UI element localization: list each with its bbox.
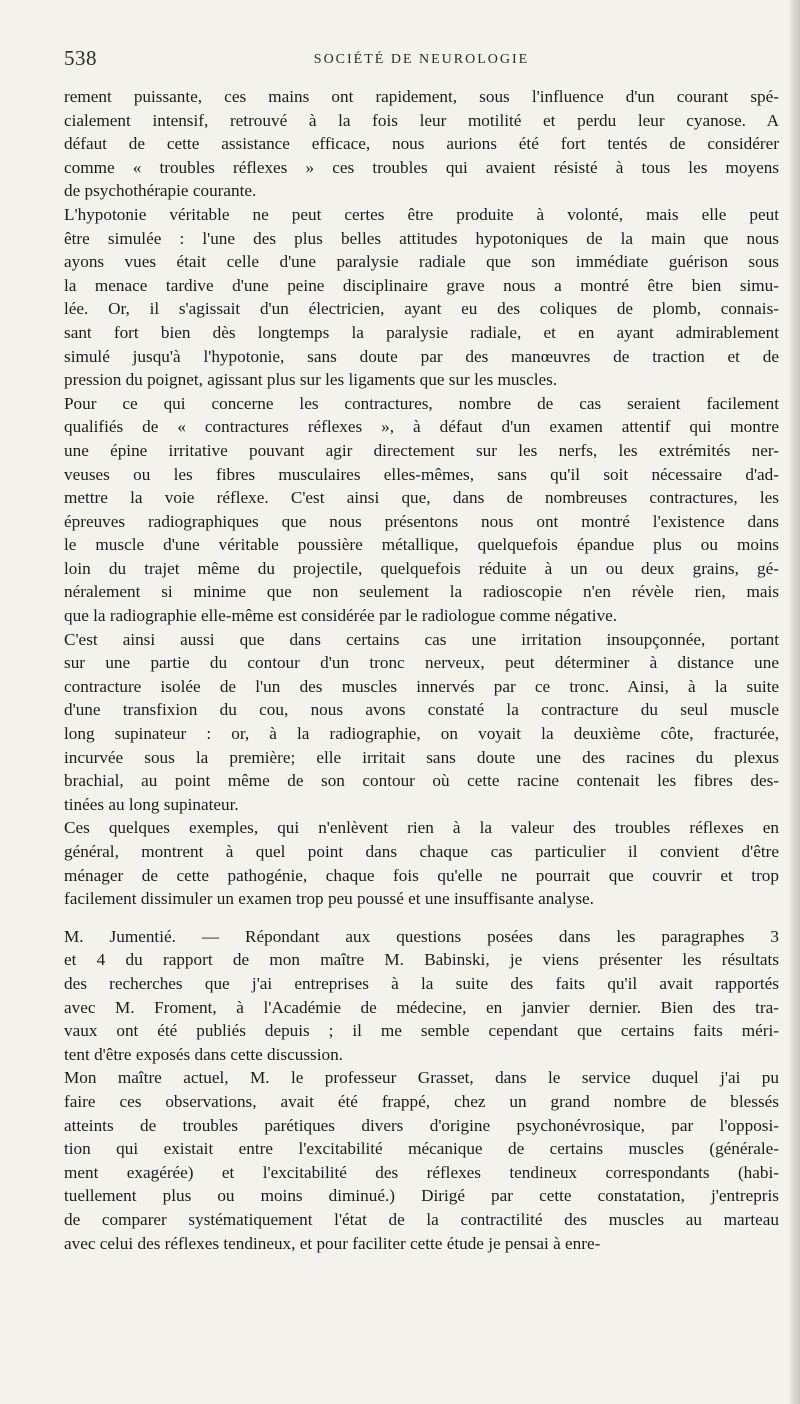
text-line: des recherches que j'ai entreprises à la suite des faits qu'il avait rapportés: [64, 973, 779, 993]
text-line: contracture isolée de l'un des muscles innervés par ce tronc. Ainsi, à la suite: [64, 676, 779, 696]
text-line: de psychothérapie courante.: [64, 181, 257, 201]
text-line: comme « troubles réflexes » ces troubles qui avaient résisté à tous les moyens: [64, 157, 779, 177]
text-line: vaux ont été publiés depuis ; il me semble cependant que certains faits méri-: [64, 1021, 779, 1041]
text-line: rement puissante, ces mains ont rapidement, sous l'influence d'un courant spé-: [64, 87, 779, 106]
section-gap: [64, 911, 779, 925]
text-line: épreuves radiographiques que nous présentons nous ont montré l'existence dans: [64, 511, 779, 531]
body-text: [64, 85, 779, 1255]
text-line: Mon maître actuel, M. le professeur Grasset, dans le service duquel j'ai pu: [64, 1068, 779, 1088]
text-line: mettre la voie réflexe. C'est ainsi que, dans de nombreuses contractures, les: [64, 488, 779, 508]
text-line: tinées au long supinateur.: [64, 794, 239, 814]
text-line: ayons vues était celle d'une paralysie radiale que son immédiate guérison sous: [64, 252, 779, 272]
text-line: long supinateur : or, à la radiographie, on voyait la deuxième côte, fracturée,: [64, 724, 779, 744]
text-line: L'hypotonie véritable ne peut certes être produite à volonté, mais elle peut: [64, 204, 779, 224]
text-line: d'une transfixion du cou, nous avons constaté la contracture du seul muscle: [64, 700, 779, 720]
text-line: avec celui des réflexes tendineux, et pour faciliter cette étude je pensai à enre-: [64, 1233, 601, 1253]
text-line: défaut de cette assistance efficace, nous aurions été fort tentés de considérer: [64, 134, 779, 154]
text-line: tion qui existait entre l'excitabilité mécanique de certains muscles (générale-: [64, 1139, 779, 1159]
text-line: tent d'être exposés dans cette discussion.: [64, 1044, 343, 1064]
text-line: avec M. Froment, à l'Académie de médecine, en janvier dernier. Bien des tra-: [64, 997, 779, 1017]
text-line: sant fort bien dès longtemps la paralysie radiale, et en ayant admirablement: [64, 322, 779, 342]
text-line: cialement intensif, retrouvé à la fois leur motilité et perdu leur cyanose. A: [64, 110, 779, 130]
text-line: veuses ou les fibres musculaires elles-mêmes, sans qu'il soit nécessaire d'ad-: [64, 464, 779, 484]
text-line: Pour ce qui concerne les contractures, nombre de cas seraient facilement: [64, 393, 779, 413]
text-line: tuellement plus ou moins diminué.) Dirigé par cette constatation, j'entrepris: [64, 1186, 779, 1206]
text-line: que la radiographie elle-même est considérée par le radiologue comme négative.: [64, 606, 618, 626]
text-line: faire ces observations, avait été frappé, chez un grand nombre de blessés: [64, 1091, 779, 1111]
text-line: loin du trajet même du projectile, quelquefois réduite à un ou deux grains, gé-: [64, 558, 779, 578]
paragraph: [64, 816, 779, 910]
paragraph: [64, 628, 779, 817]
page-header: [64, 46, 779, 76]
paragraph: [64, 203, 779, 392]
text-line: néralement si minime que non seulement la radioscopie n'en révèle rien, mais: [64, 582, 779, 602]
text-line: général, montrent à quel point dans chaque cas particulier il convient d'être: [64, 842, 779, 861]
paragraph: [64, 925, 779, 1067]
text-line: sur une partie du contour d'un tronc nerveux, peut déterminer à distance une: [64, 653, 779, 673]
text-line: M. Jumentié. — Répondant aux questions posées dans les paragraphes 3: [64, 926, 779, 946]
page-edge: [790, 0, 800, 1404]
text-line: une épine irritative pouvant agir directement sur les nerfs, les extrémités ner-: [64, 440, 779, 460]
text-line: et 4 du rapport de mon maître M. Babinski, je viens présenter les résultats: [64, 950, 779, 970]
text-line: atteints de troubles parétiques divers d'origine psychonévrosique, par l'opposi-: [64, 1115, 779, 1135]
text-line: Ces quelques exemples, qui n'enlèvent rien à la valeur des troubles réflexes en: [64, 818, 779, 838]
text-line: C'est ainsi aussi que dans certains cas une irritation insoupçonnée, portant: [64, 629, 779, 649]
text-line: le muscle d'une véritable poussière métallique, quelquefois épandue plus ou moins: [64, 535, 779, 555]
text-line: brachial, au point même de son contour où cette racine contenait les fibres des-: [64, 771, 779, 791]
text-line: être simulée : l'une des plus belles attitudes hypotoniques de la main que nous: [64, 228, 779, 248]
running-title: SOCIÉTÉ DE NEUROLOGIE: [313, 52, 530, 67]
paragraph: [64, 1066, 779, 1255]
text-line: ment exagérée) et l'excitabilité des réflexes tendineux correspondants (habi-: [64, 1162, 779, 1182]
text-line: lée. Or, il s'agissait d'un électricien, ayant eu des coliques de plomb, connais-: [64, 299, 779, 319]
text-line: ménager de cette pathogénie, chaque fois qu'elle ne pourrait que couvrir et trop: [64, 865, 779, 885]
text-line: la menace tardive d'une peine disciplinaire grave nous a montré être bien simu-: [64, 275, 779, 295]
page-number: 538: [64, 46, 97, 70]
text-line: facilement dissimuler un examen trop peu poussé et une insuffisante analyse.: [64, 889, 594, 909]
text-line: de comparer systématiquement l'état de la contractilité des muscles au marteau: [64, 1209, 779, 1229]
paragraph: [64, 85, 779, 203]
text-line: simulé jusqu'à l'hypotonie, sans doute par des manœuvres de traction et de: [64, 346, 779, 366]
text-line: incurvée sous la première; elle irritait sans doute une des racines du plexus: [64, 747, 779, 767]
text-line: qualifiés de « contractures réflexes », à défaut d'un examen attentif qui montre: [64, 417, 779, 437]
paragraph: [64, 392, 779, 628]
text-line: pression du poignet, agissant plus sur les ligaments que sur les muscles.: [64, 370, 558, 390]
